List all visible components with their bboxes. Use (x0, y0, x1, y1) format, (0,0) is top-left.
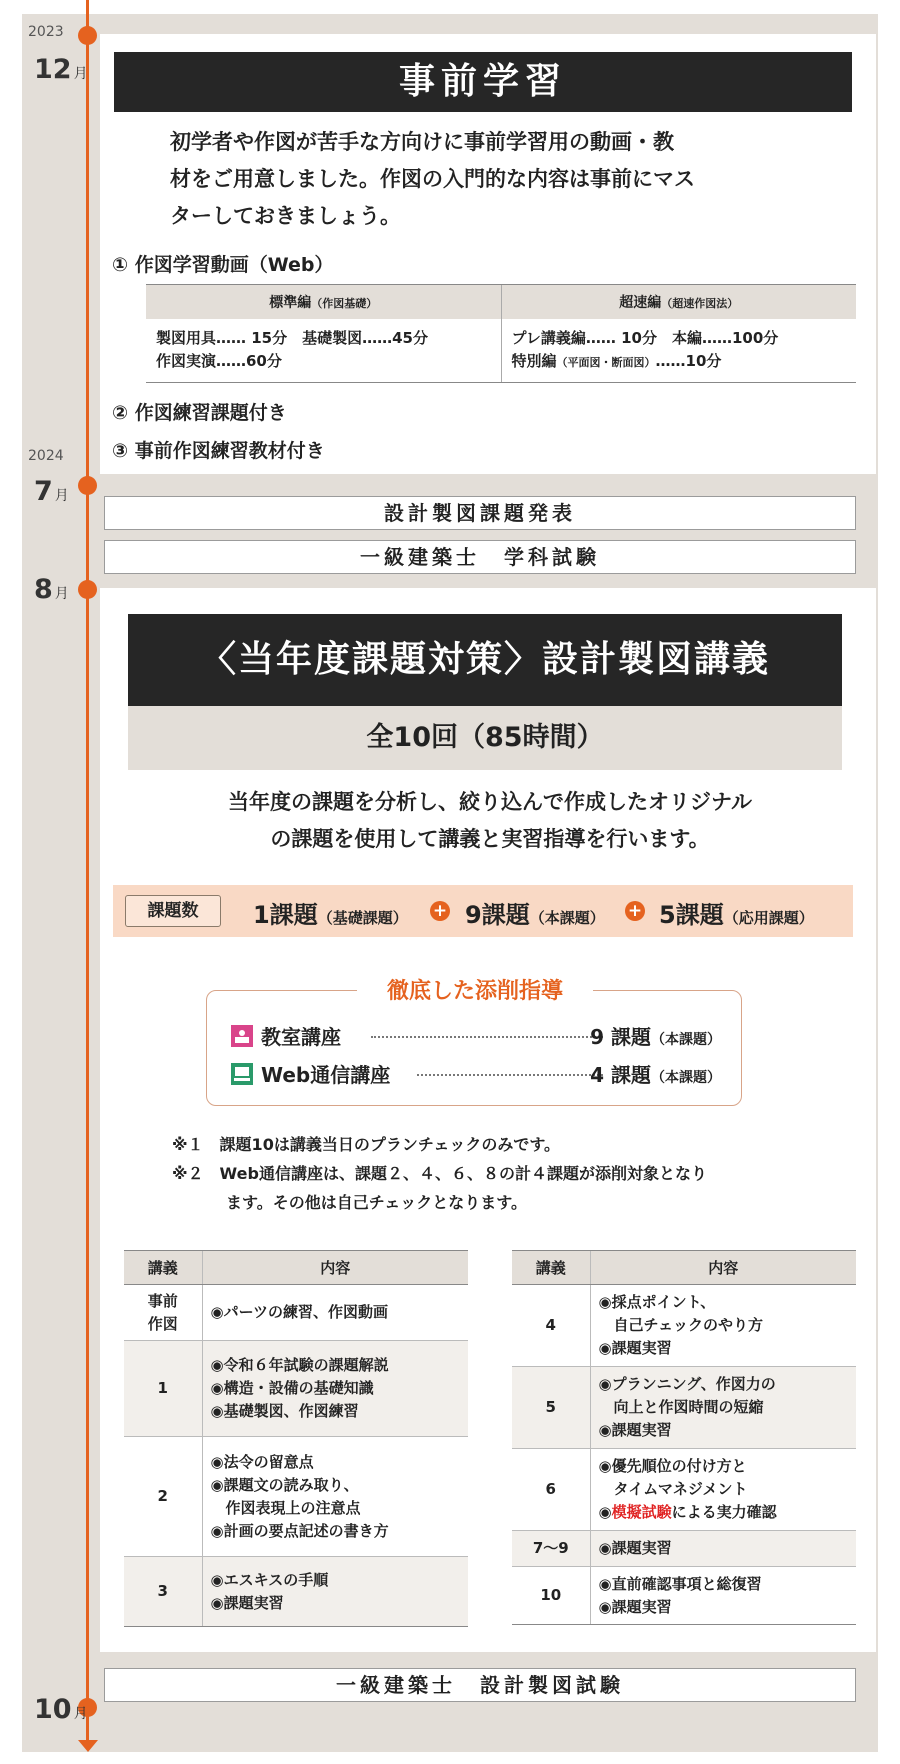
month-label: 8 月 (34, 574, 69, 605)
table-row: 事前 作図 ◉パーツの練習、作図動画 (124, 1285, 468, 1341)
mock-exam-highlight: 模擬試験 (611, 1503, 672, 1521)
curriculum-table-right (512, 1250, 856, 1625)
event-announce: 設計製図課題発表 (104, 496, 856, 530)
kadai-count-bar (113, 885, 853, 937)
video-col-fast: 超速編（超速作図法） (501, 285, 856, 319)
prestudy-item-material: ③ 事前作図練習教材付き (112, 440, 325, 462)
curriculum-table-left (124, 1250, 468, 1627)
video-cell-fast: プレ講義編…… 10分 本編……100分 特別編（平面図・断面図）……10分 (501, 319, 856, 383)
plus-icon: + (430, 901, 450, 921)
tensaku-title: 徹底した添削指導 (357, 974, 593, 1005)
table-row: 6 ◉優先順位の付け方と タイムマネジメント ◉模擬試験による実力確認 (512, 1449, 856, 1531)
web-course-icon (231, 1063, 253, 1085)
prestudy-item-video: ① 作図学習動画（Web） (112, 254, 334, 276)
table-row: 5 ◉プランニング、作図力の 向上と作図時間の短縮 ◉課題実習 (512, 1367, 856, 1449)
course-title: 〈当年度課題対策〉設計製図講義 (128, 614, 842, 706)
tensaku-row-classroom: 教室講座 9 課題（本課題） (231, 1021, 721, 1051)
video-col-standard: 標準編（作図基礎） (146, 285, 501, 319)
tensaku-box (206, 979, 742, 1106)
timeline-arrow (78, 1740, 98, 1752)
course-subtitle: 全10回（85時間） (128, 706, 842, 770)
timeline-dot (78, 26, 97, 45)
col-head-content: 内容 (202, 1251, 468, 1285)
notes: ※１ 課題10は講義当日のプランチェックのみです。 ※２ Web通信講座は、課題２、４、６、８の計４課題が添削対象となり ます。その他は自己チェックとなります。 (172, 1135, 707, 1212)
table-row: 4 ◉採点ポイント、 自己チェックのやり方 ◉課題実習 (512, 1285, 856, 1367)
col-head-lecture: 講義 (512, 1251, 590, 1285)
month-label: 12 月 (34, 54, 88, 85)
timeline-dot (78, 476, 97, 495)
kadai-main: 9課題（本課題） (465, 901, 605, 929)
month-label: 7 月 (34, 476, 69, 507)
plus-icon: + (625, 901, 645, 921)
timeline-line (86, 0, 89, 1742)
kadai-basic: 1課題（基礎課題） (253, 901, 408, 929)
prestudy-intro: 初学者や作図が苦手な方向けに事前学習用の動画・教 材をご用意しました。作図の入門的な内容は事前にマス ターしておきましょう。 (170, 130, 695, 228)
event-gakka-exam: 一級建築士 学科試験 (104, 540, 856, 574)
timeline-dot (78, 580, 97, 599)
video-table (146, 284, 856, 383)
table-row: 7～9 ◉課題実習 (512, 1531, 856, 1567)
table-row: 3 ◉エスキスの手順 ◉課題実習 (124, 1557, 468, 1627)
year-label: 2024 (28, 448, 64, 464)
event-seizu-exam: 一級建築士 設計製図試験 (104, 1668, 856, 1702)
video-cell-standard: 製図用具…… 15分 基礎製図……45分 作図実演……60分 (146, 319, 501, 383)
month-label: 10 月 (34, 1694, 88, 1725)
col-head-lecture: 講義 (124, 1251, 202, 1285)
table-row: 2 ◉法令の留意点 ◉課題文の読み取り、 作図表現上の注意点 ◉計画の要点記述の書き方 (124, 1437, 468, 1557)
kadai-count-label: 課題数 (125, 895, 221, 927)
table-row: 10 ◉直前確認事項と総復習 ◉課題実習 (512, 1567, 856, 1625)
tensaku-row-web: Web通信講座 4 課題（本課題） (231, 1059, 721, 1089)
classroom-icon (231, 1025, 253, 1047)
course-intro: 当年度の課題を分析し、絞り込んで作成したオリジナル の課題を使用して講義と実習指導を行います。 (228, 790, 752, 851)
prestudy-title: 事前学習 (114, 52, 852, 112)
prestudy-item-practice: ② 作図練習課題付き (112, 402, 287, 424)
col-head-content: 内容 (590, 1251, 856, 1285)
kadai-applied: 5課題（応用課題） (659, 901, 814, 929)
table-row: 1 ◉令和６年試験の課題解説 ◉構造・設備の基礎知識 ◉基礎製図、作図練習 (124, 1341, 468, 1437)
year-label: 2023 (28, 24, 64, 40)
